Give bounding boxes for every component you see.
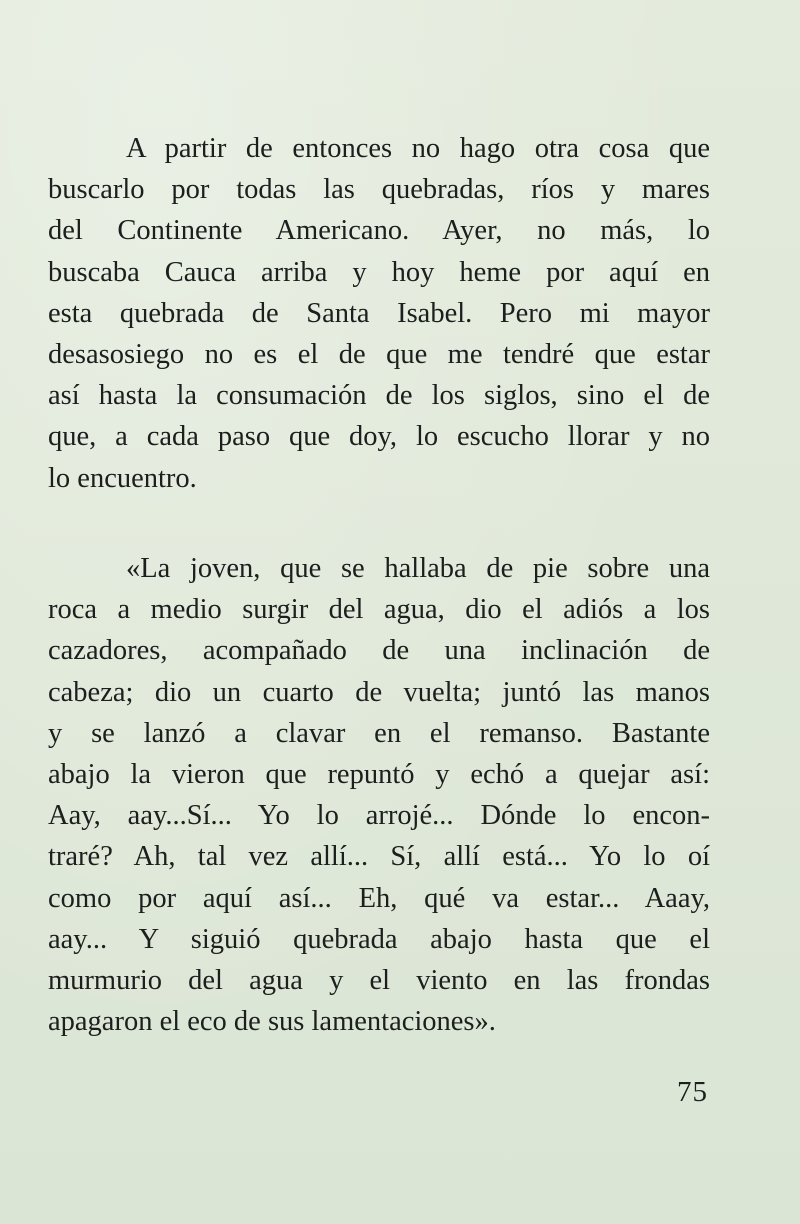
text-line: que, a cada paso que doy, lo escucho llorar y no [48, 421, 710, 453]
paragraph-1 [48, 128, 710, 499]
text-line: desasosiego no es el de que me tendré que estar [48, 338, 710, 370]
text-line: aay... Y siguió quebrada abajo hasta que el [48, 923, 710, 955]
text-line: cazadores, acompañado de una inclinación de [48, 635, 710, 667]
text-line: así hasta la consumación de los siglos, sino el de [48, 380, 710, 412]
paragraph-2 [48, 548, 710, 1042]
text-line: Aay, aay...Sí... Yo lo arrojé... Dónde lo encon- [48, 800, 710, 832]
text-line: «La joven, que se hallaba de pie sobre una [126, 553, 710, 584]
text-line: cabeza; dio un cuarto de vuelta; juntó las manos [48, 676, 710, 708]
text-line: A partir de entonces no hago otra cosa que [126, 133, 710, 164]
text-line: lo encuentro. [48, 462, 197, 494]
page-number: 75 [677, 1076, 708, 1108]
text-line: traré? Ah, tal vez allí... Sí, allí está... Yo lo oí [48, 841, 710, 873]
text-line: del Continente Americano. Ayer, no más, lo [48, 215, 710, 247]
text-line: roca a medio surgir del agua, dio el adiós a los [48, 594, 710, 626]
text-line: murmurio del agua y el viento en las frondas [48, 964, 710, 996]
text-line: abajo la vieron que repuntó y echó a quejar así: [48, 758, 710, 790]
text-line: esta quebrada de Santa Isabel. Pero mi mayor [48, 297, 710, 329]
text-line: apagaron el eco de sus lamentaciones». [48, 1006, 496, 1038]
text-line: como por aquí así... Eh, qué va estar... Aaay, [48, 882, 710, 914]
text-line: buscarlo por todas las quebradas, ríos y mares [48, 174, 710, 206]
text-line: y se lanzó a clavar en el remanso. Bastante [48, 717, 710, 749]
text-line: buscaba Cauca arriba y hoy heme por aquí en [48, 256, 710, 288]
